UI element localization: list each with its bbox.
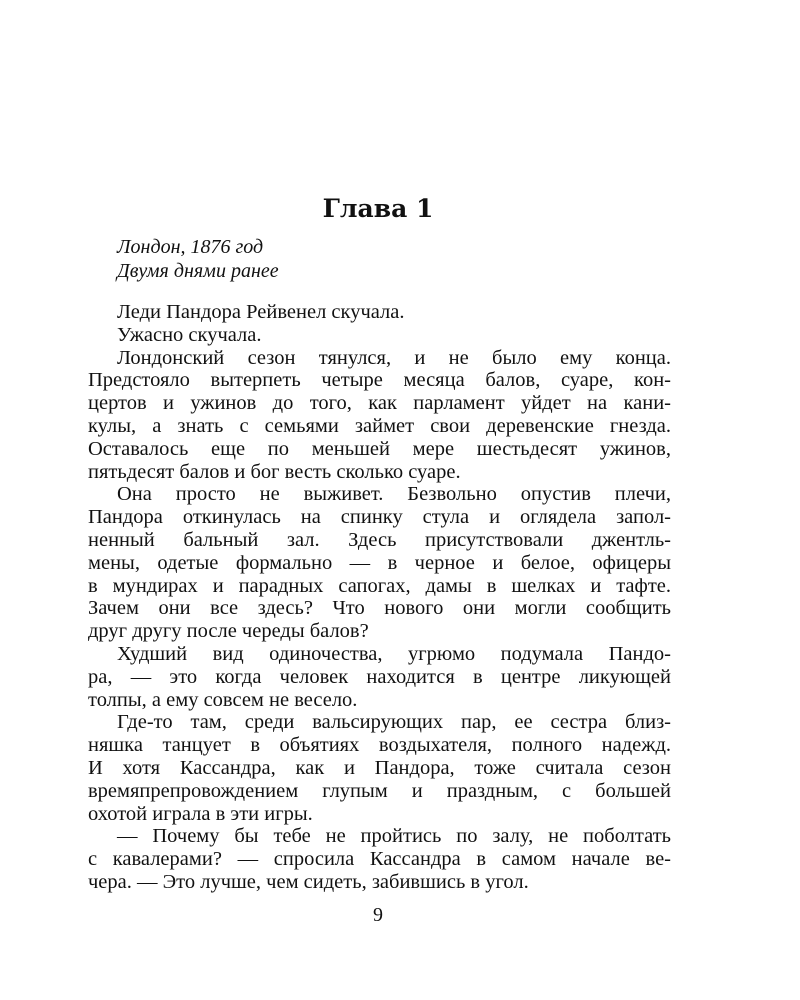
text-line: — Почему бы тебе не пройтись по залу, не поболтать	[117, 825, 671, 848]
text-line: ненный бальный зал. Здесь присутствовали джентль-	[88, 528, 671, 551]
epigraph	[117, 235, 279, 283]
text-line: друг другу после череды балов?	[88, 620, 369, 643]
text-line: няшка танцует в объятиях воздыхателя, полного надежд.	[88, 734, 671, 757]
text-line: Она просто не выживет. Безвольно опустив плечи,	[117, 483, 671, 506]
text-line: Ужасно скучала.	[117, 323, 262, 346]
text-line: Где-то там, среди вальсирующих пар, ее сестра близ-	[117, 711, 671, 734]
page-number: 9	[373, 904, 383, 926]
text-line: чера. — Это лучше, чем сидеть, забившись в угол.	[88, 870, 529, 893]
chapter-title: Глава 1	[322, 194, 434, 223]
text-line: Худший вид одиночества, угрюмо подумала Пандо-	[117, 642, 671, 665]
text-line: Леди Пандора Рейвенел скучала.	[117, 301, 405, 323]
body-text	[88, 301, 671, 894]
text-line: мены, одетые формально — в черное и белое, офицеры	[88, 551, 671, 574]
text-line: толпы, а ему совсем не весело.	[88, 688, 358, 711]
text-line: кулы, а знать с семьями займет свои деревенские гнезда.	[88, 414, 671, 437]
text-line: Оставалось еще по меньшей мере шестьдесят ужинов,	[88, 437, 671, 460]
text-line: в мундирах и парадных сапогах, дамы в шелках и тафте.	[88, 574, 671, 597]
text-line: пятьдесят балов и бог весть сколько суаре.	[88, 460, 461, 483]
epigraph-time-note: Двумя днями ранее	[117, 260, 279, 282]
text-line: И хотя Кассандра, как и Пандора, тоже считала сезон	[88, 756, 671, 779]
text-line: ра, — это когда человек находится в центре ликующей	[88, 665, 671, 688]
text-line: цертов и ужинов до того, как парламент уйдет на кани-	[88, 392, 671, 415]
text-line: охотой играла в эти игры.	[88, 802, 313, 825]
epigraph-place-date: Лондон, 1876 год	[117, 236, 264, 258]
text-line: Лондонский сезон тянулся, и не было ему конца.	[117, 346, 671, 369]
text-line: времяпрепровождением глупым и праздным, с большей	[88, 779, 671, 802]
text-line: с кавалерами? — спросила Кассандра в самом начале ве-	[88, 848, 671, 871]
text-line: Предстояло вытерпеть четыре месяца балов, суаре, кон-	[88, 369, 671, 392]
text-line: Зачем они все здесь? Что нового они могли сообщить	[88, 597, 671, 620]
text-line: Пандора откинулась на спинку стула и оглядела запол-	[88, 506, 671, 529]
